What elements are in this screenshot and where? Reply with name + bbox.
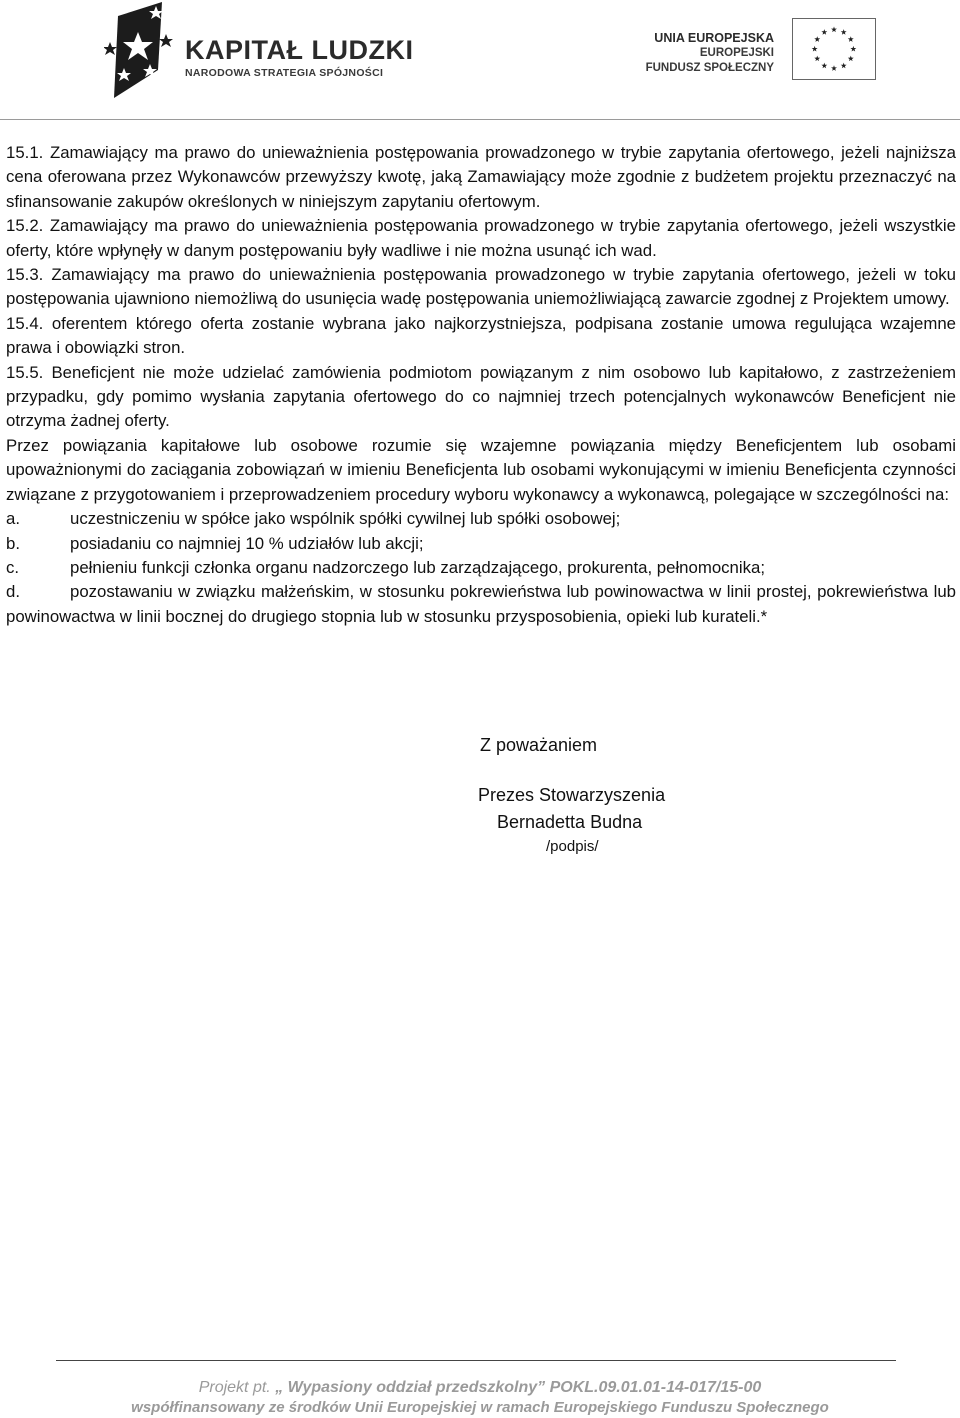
paragraph-number: 15.2. [6,216,44,236]
eu-star-icon [814,56,820,62]
paragraph-text: Zamawiający ma prawo do unieważnienia postępowania prowadzonego w trybie zapytania ofertowego, jeżeli najniższa cena oferowana przez Wykonawców przewyższy kwotę, jaką Zamawiający może zgodnie z budżetem projektu przeznaczyć na sfinansowanie zakupów określonych w niniejszym zapytaniu ofertowym. [6,143,956,211]
footer-project-title: „ Wypasiony oddział przedszkolny” POKL.09.01.01-14-017/15-00 [275,1379,762,1396]
paragraph-text: oferentem którego oferta zostanie wybrana jako najkorzystniejsza, podpisana zostanie umowa regulująca wzajemne prawa i obowiązki stron. [6,313,956,358]
paragraph-number: 15.1. [6,143,44,162]
paragraph-number: 15.5. [6,362,44,382]
list-letter: d. [6,582,20,602]
eu-line-1: UNIA EUROPEJSKA [654,31,774,45]
eu-star-icon [841,63,847,69]
eu-star-icon [814,36,820,42]
list-letter: b. [6,533,20,553]
signature-greeting: Z poważaniem [480,735,598,755]
paragraph-text: Beneficjent nie może udzielać zamówienia podmiotom powiązanym z nim osobowo lub kapitałowo, z zastrzeżeniem przypadku, gdy pomimo wysłania zapytania ofertowego do co najmniej trzech potencjalnych wykonawców Beneficjent nie otrzyma żadnej oferty. [6,362,956,431]
paragraph-15-4 [6,312,956,361]
eu-star-icon [848,36,854,42]
list-item [6,580,956,629]
footer-project-prefix: Projekt pt. [198,1379,276,1396]
signature-signed-mark: /podpis/ [546,838,599,855]
eu-star-icon [821,63,827,69]
kapital-ludzki-star-logo-icon [104,2,174,100]
eu-line-2: EUROPEJSKI [699,47,774,59]
paragraph-text: Zamawiający ma prawo do unieważnienia postępowania prowadzonego w trybie zapytania ofertowego, jeżeli wszystkie oferty, które wpłynęły w danym postępowaniu były wadliwe i nie można usunąć ich wad. [6,216,956,260]
eu-star-icon [848,56,854,62]
footer-cofinanced-line: współfinansowany ze środków Unii Europejskiej w ramach Europejskiego Funduszu Społecznego [131,1399,829,1416]
document-body [6,141,956,629]
paragraph-relations: Przez powiązania kapitałowe lub osobowe rozumie się wzajemne powiązania między Beneficjentem lub osobami upoważnionymi do zaciągania zobowiązań w imieniu Beneficjenta lub osobami wykonującymi w imieniu Beneficjenta czynności związane z przygotowaniem i przeprowadzeniem procedury wyboru wykonawcy a wykonawcą, polegające w szczególności na: [6,435,956,504]
eu-flag-icon [792,18,876,80]
page-header [0,0,960,112]
paragraph-15-5 [6,361,956,434]
eu-line-3: FUNDUSZ SPOŁECZNY [645,62,774,74]
footer-project-line [0,1378,960,1398]
kapital-ludzki-title: KAPITAŁ LUDZKI [185,35,414,65]
list-text: pełnieniu funkcji członka organu nadzorczego lub zarządzającego, prokurenta, pełnomocnika; [70,557,765,577]
list-text: posiadaniu co najmniej 10 % udziałów lub akcji; [70,533,424,553]
signature-role: Prezes Stowarzyszenia [478,785,666,805]
header-divider [0,119,960,120]
paragraph-15-1 [6,141,956,214]
list-letter: c. [6,557,20,577]
signature-name: Bernadetta Budna [497,812,643,832]
footer-divider [56,1360,896,1361]
list-item [6,532,956,556]
page-footer [0,1378,960,1418]
paragraph-text: Zamawiający ma prawo do unieważnienia postępowania prowadzonego w trybie zapytania ofertowego, jeżeli w toku postępowania ujawniono niemożliwą do usunięcia wadę postępowania uniemożliwiającą zawarcie zgodnej z Projektem umowy. [6,265,956,309]
list-item [6,507,956,531]
eu-star-icon [821,29,827,35]
paragraph-number: 15.4. [6,313,44,333]
eu-star-icon [831,27,837,33]
paragraph-15-3 [6,263,956,312]
list-item [6,556,956,580]
list-text: uczestniczeniu w spółce jako wspólnik spółki cywilnej lub spółki osobowej; [70,509,621,529]
eu-star-icon [812,46,818,52]
list-text: pozostawaniu w związku małżeńskim, w stosunku pokrewieństwa lub powinowactwa w linii prostej, pokrewieństwa lub powinowactwa w linii bocznej do drugiego stopnia lub w stosunku przysposobienia, opieki lub kurateli.* [6,582,956,626]
eu-star-icon [850,46,856,52]
eu-wordmark [646,31,774,76]
eu-star-icon [841,29,847,35]
list-letter: a. [6,509,20,529]
eu-star-icon [831,65,837,71]
paragraph-15-2 [6,214,956,263]
kapital-ludzki-subtitle: NARODOWA STRATEGIA SPÓJNOŚCI [185,67,384,79]
paragraph-number: 15.3. [6,265,44,285]
kapital-ludzki-wordmark [185,36,413,79]
